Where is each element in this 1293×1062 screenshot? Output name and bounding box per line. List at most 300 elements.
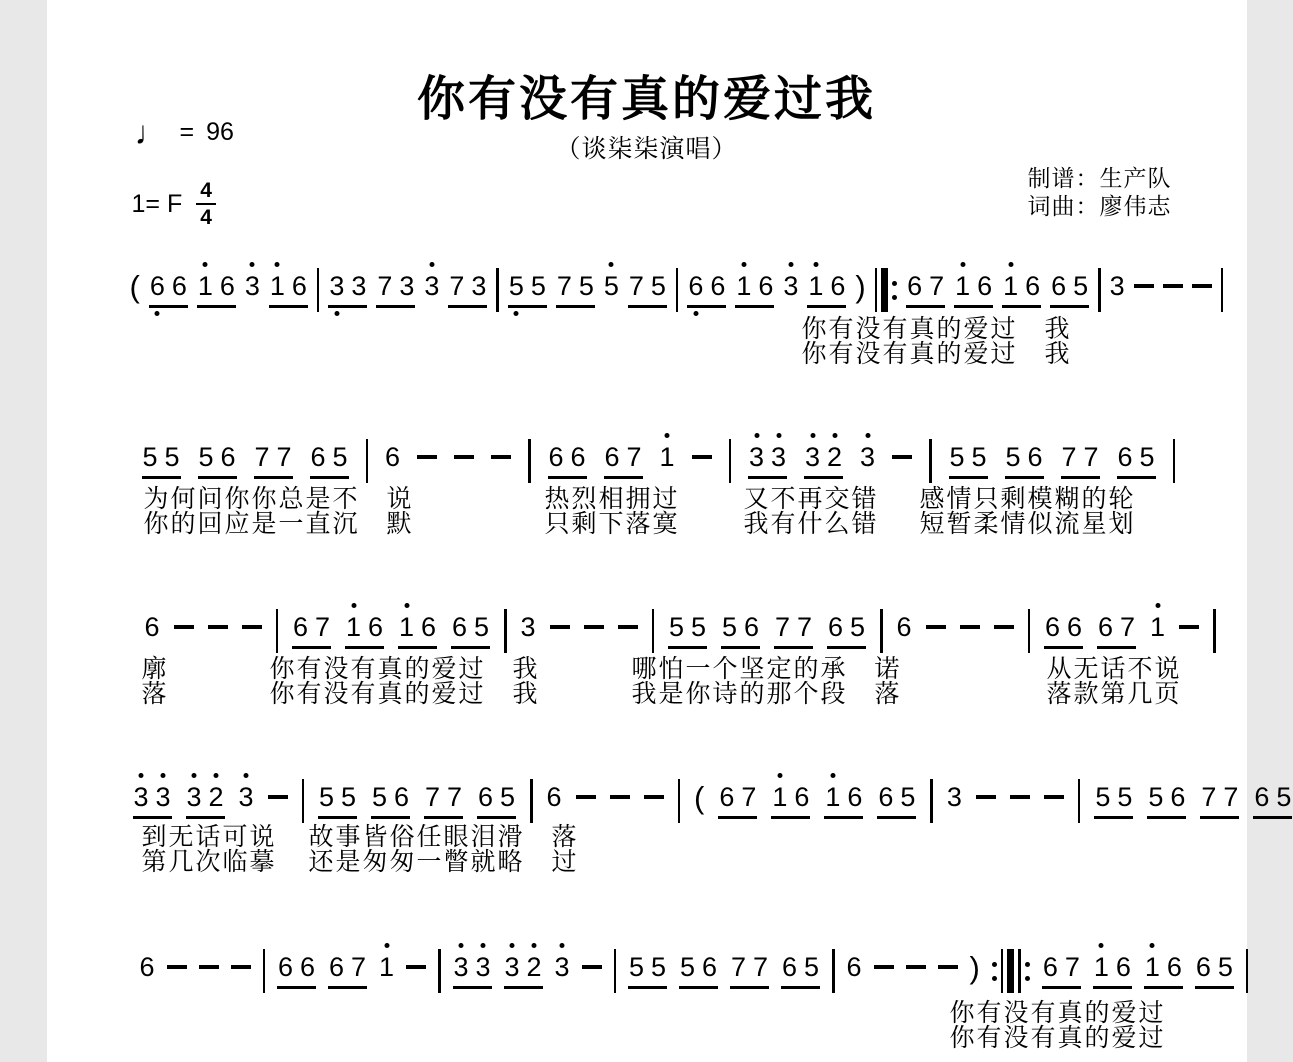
note: 6 xyxy=(1098,612,1114,642)
note: 7 xyxy=(731,952,747,982)
barline xyxy=(276,609,279,653)
octave-dot-high-icon xyxy=(777,773,782,778)
octave-dot-high-icon xyxy=(275,262,280,267)
barline xyxy=(496,268,499,312)
note: 6 xyxy=(846,952,862,982)
note: 7 xyxy=(626,442,642,472)
note: 5 xyxy=(722,612,738,642)
note: 6 xyxy=(139,952,155,982)
dash-extension xyxy=(926,625,946,629)
note: 3 xyxy=(471,271,487,301)
dash-extension xyxy=(199,965,219,969)
note-group xyxy=(504,953,543,989)
note: 5 xyxy=(669,612,685,642)
note-group xyxy=(1002,272,1041,308)
note: 2 xyxy=(827,443,842,471)
note: 5 xyxy=(629,952,645,982)
octave-dot-high-icon xyxy=(250,262,255,267)
note: 6 xyxy=(794,782,810,812)
dash-extension xyxy=(1010,795,1030,799)
note-group xyxy=(1117,443,1156,479)
note: 5 xyxy=(804,952,820,982)
note: 6 xyxy=(719,782,735,812)
note: 6 xyxy=(744,612,760,642)
octave-dot-low-icon xyxy=(334,311,339,316)
note: 7 xyxy=(1120,612,1136,642)
note-group xyxy=(398,613,437,649)
barline xyxy=(652,609,655,653)
note: 1 xyxy=(660,443,675,471)
credits xyxy=(1028,164,1172,220)
lyric-line: 落 xyxy=(141,680,169,708)
note: 7 xyxy=(628,271,644,301)
lyric-line: 你有没有真的爱过 我 xyxy=(269,680,540,708)
note: 1 xyxy=(1145,953,1160,981)
lyric-line: 你有没有真的爱过 xyxy=(949,1024,1166,1052)
note: 7 xyxy=(775,612,791,642)
dash-extension xyxy=(892,455,912,459)
note-group xyxy=(1061,443,1100,479)
lyric-line: 我有什么错 xyxy=(743,510,879,538)
note: 6 xyxy=(368,612,384,642)
note: 6 xyxy=(548,442,564,472)
note-group xyxy=(1093,953,1132,989)
barline xyxy=(880,609,883,653)
note: 7 xyxy=(377,271,393,301)
note: 6 xyxy=(1117,442,1133,472)
note: 7 xyxy=(556,271,572,301)
note: 6 xyxy=(710,271,726,301)
note: 6 xyxy=(293,612,309,642)
dash-extension xyxy=(242,625,262,629)
note: 3 xyxy=(156,783,171,811)
dash-extension xyxy=(174,625,194,629)
octave-dot-high-icon xyxy=(830,773,835,778)
open-paren: ( xyxy=(694,780,705,815)
note: 6 xyxy=(1027,442,1043,472)
performer-subtitle: （谈柒柒演唱） xyxy=(555,135,738,163)
barline xyxy=(366,439,369,483)
note-group xyxy=(949,443,988,479)
note: 6 xyxy=(291,271,307,301)
barline xyxy=(302,779,305,823)
note-group xyxy=(186,783,225,819)
note-group xyxy=(906,272,945,308)
note: 6 xyxy=(688,272,703,300)
note: 3 xyxy=(946,782,962,812)
note: 7 xyxy=(1061,442,1077,472)
note-group xyxy=(508,272,547,308)
note: 3 xyxy=(749,443,764,471)
octave-dot-high-icon xyxy=(832,433,837,438)
dash-extension xyxy=(576,795,596,799)
note-group xyxy=(448,272,487,308)
note: 6 xyxy=(1195,952,1211,982)
barline xyxy=(1098,268,1101,312)
note-group xyxy=(1044,613,1083,649)
barline xyxy=(729,439,732,483)
note: 6 xyxy=(394,782,410,812)
note: 5 xyxy=(971,442,987,472)
barline xyxy=(528,439,531,483)
octave-dot-high-icon xyxy=(813,262,818,267)
credit-arranger: 制谱：生产队 xyxy=(1027,165,1172,191)
note: 5 xyxy=(474,612,490,642)
dash-extension xyxy=(454,455,474,459)
note-group xyxy=(1005,443,1044,479)
note: 6 xyxy=(828,612,844,642)
octave-dot-high-icon xyxy=(510,943,515,948)
dash-extension xyxy=(618,625,638,629)
note: 5 xyxy=(1005,442,1021,472)
note: 6 xyxy=(278,952,294,982)
note-group xyxy=(1200,783,1239,819)
note: 6 xyxy=(907,271,923,301)
dash-extension xyxy=(906,965,926,969)
octave-dot-high-icon xyxy=(203,262,208,267)
octave-dot-high-icon xyxy=(776,433,781,438)
note: 5 xyxy=(949,442,965,472)
note: 7 xyxy=(449,271,465,301)
note: 6 xyxy=(830,271,846,301)
barline xyxy=(317,268,320,312)
octave-dot-low-icon xyxy=(514,311,519,316)
octave-dot-high-icon xyxy=(560,943,565,948)
repeat-begin-sign xyxy=(875,268,898,312)
note-group xyxy=(628,953,667,989)
octave-dot-low-icon xyxy=(693,311,698,316)
octave-dot-high-icon xyxy=(351,603,356,608)
note: 1 xyxy=(808,272,823,300)
note: 6 xyxy=(310,442,326,472)
note-group xyxy=(748,443,787,479)
note: 7 xyxy=(447,782,463,812)
note-group xyxy=(1097,613,1136,649)
note: 5 xyxy=(1095,782,1111,812)
note: 1 xyxy=(825,783,840,811)
note-group xyxy=(269,272,308,308)
lyric-line: 你有没有真的爱过 我 xyxy=(801,315,1072,343)
lyric-line: 热烈相拥过 xyxy=(544,485,680,513)
time-signature xyxy=(196,180,216,228)
note-group xyxy=(774,613,813,649)
tempo-marking xyxy=(134,114,234,151)
note: 6 xyxy=(570,442,586,472)
dash-extension xyxy=(1044,795,1064,799)
note-group xyxy=(827,613,866,649)
note-group xyxy=(604,443,643,479)
lyric-line: 又不再交错 xyxy=(743,485,879,513)
sheet-music-page xyxy=(47,0,1292,1062)
barline xyxy=(438,949,441,993)
music-system-4 xyxy=(133,780,1293,823)
note-group xyxy=(292,613,331,649)
note-group xyxy=(735,272,774,308)
octave-dot-high-icon xyxy=(741,262,746,267)
note: 3 xyxy=(505,953,520,981)
note: 6 xyxy=(219,271,235,301)
note-group xyxy=(668,613,707,649)
octave-dot-high-icon xyxy=(1008,262,1013,267)
note: 5 xyxy=(578,271,594,301)
note: 6 xyxy=(1045,612,1061,642)
note-group xyxy=(371,783,410,819)
lyric-line: 故事皆俗任眼泪滑 落 xyxy=(308,823,579,851)
note: 6 xyxy=(758,271,774,301)
note: 1 xyxy=(772,783,787,811)
time-signature-denominator: 4 xyxy=(200,206,212,229)
note: 6 xyxy=(847,782,863,812)
lyric-line: 还是匆匆一瞥就略 过 xyxy=(308,848,579,876)
dash-extension xyxy=(874,965,894,969)
note: 6 xyxy=(546,782,562,812)
dash-extension xyxy=(208,625,228,629)
note-group xyxy=(1042,953,1081,989)
note: 3 xyxy=(245,272,260,300)
note-group xyxy=(424,783,463,819)
note-group xyxy=(1195,953,1234,989)
tempo-bpm: 96 xyxy=(206,118,234,146)
note: 3 xyxy=(520,612,536,642)
note-group xyxy=(451,613,490,649)
note-group xyxy=(133,783,172,819)
octave-dot-high-icon xyxy=(161,773,166,778)
dash-extension xyxy=(491,455,511,459)
barline xyxy=(1246,949,1249,993)
note: 7 xyxy=(797,612,813,642)
note: 6 xyxy=(1254,782,1270,812)
note-group xyxy=(142,443,181,479)
note-group xyxy=(277,953,316,989)
lyric-line: 短暂柔情似流星划 xyxy=(919,510,1136,538)
barline xyxy=(930,779,933,823)
note: 5 xyxy=(1117,782,1133,812)
note: 1 xyxy=(955,272,970,300)
dash-extension xyxy=(417,455,437,459)
lyric-line: 我是你诗的那个段 落 xyxy=(631,680,902,708)
note: 3 xyxy=(351,271,367,301)
note: 7 xyxy=(315,612,331,642)
lyric-line: 只剩下落寞 xyxy=(544,510,680,538)
note: 6 xyxy=(144,612,160,642)
note: 5 xyxy=(1217,952,1233,982)
music-system-3 xyxy=(145,613,1216,653)
octave-dot-high-icon xyxy=(459,943,464,948)
note: 5 xyxy=(691,612,707,642)
octave-dot-high-icon xyxy=(404,603,409,608)
note-group xyxy=(781,953,820,989)
note: 1 xyxy=(379,953,394,981)
note: 2 xyxy=(527,953,542,981)
note-group xyxy=(254,443,293,479)
note-group xyxy=(149,272,188,308)
octave-dot-high-icon xyxy=(532,943,537,948)
note: 5 xyxy=(1276,782,1292,812)
note-group xyxy=(1253,783,1292,819)
dash-extension xyxy=(976,795,996,799)
note-group xyxy=(1147,783,1186,819)
note-group xyxy=(954,272,993,308)
note: 6 xyxy=(452,612,468,642)
note: 5 xyxy=(530,271,546,301)
note-group xyxy=(718,783,757,819)
barline xyxy=(1221,268,1224,312)
note-group xyxy=(771,783,810,819)
note: 6 xyxy=(385,442,401,472)
note: 6 xyxy=(977,271,993,301)
octave-dot-high-icon xyxy=(192,773,197,778)
note-group xyxy=(548,443,587,479)
dash-extension xyxy=(582,965,602,969)
note: 2 xyxy=(209,783,224,811)
dash-extension xyxy=(231,965,251,969)
octave-dot-high-icon xyxy=(429,262,434,267)
note: 5 xyxy=(142,442,158,472)
repeat-dots-icon xyxy=(992,962,997,981)
note-group xyxy=(198,443,237,479)
octave-dot-high-icon xyxy=(214,773,219,778)
dash-extension xyxy=(550,625,570,629)
note: 3 xyxy=(424,272,439,300)
note: 6 xyxy=(329,952,345,982)
note: 7 xyxy=(276,442,292,472)
note: 5 xyxy=(500,782,516,812)
note: 6 xyxy=(1170,782,1186,812)
dash-extension xyxy=(167,965,187,969)
close-paren: ) xyxy=(855,269,866,304)
quarter-note-icon: ♩ xyxy=(134,114,168,151)
note: 5 xyxy=(341,782,357,812)
note: 3 xyxy=(134,783,149,811)
note: 6 xyxy=(1051,271,1067,301)
barline xyxy=(1078,779,1081,823)
note-group xyxy=(477,783,516,819)
note: 3 xyxy=(454,953,469,981)
note: 6 xyxy=(702,952,718,982)
note-group xyxy=(628,272,667,308)
note: 6 xyxy=(171,271,187,301)
dash-extension xyxy=(938,965,958,969)
note-group xyxy=(328,953,367,989)
lyric-line: 感情只剩模糊的轮 xyxy=(919,485,1136,513)
repeat-dots-icon xyxy=(892,281,897,300)
note-group xyxy=(453,953,492,989)
lyric-line: 第几次临摹 xyxy=(141,848,277,876)
key-signature xyxy=(132,180,216,228)
note: 1 xyxy=(270,272,285,300)
lyric-line: 哪怕一个坚定的承 诺 xyxy=(631,655,902,683)
note: 3 xyxy=(1109,271,1125,301)
note-group xyxy=(1050,272,1089,308)
barline xyxy=(263,949,266,993)
repeat-dots-icon xyxy=(1025,962,1030,981)
note-group xyxy=(328,272,367,308)
note-group xyxy=(877,783,916,819)
note: 5 xyxy=(604,272,619,300)
note: 6 xyxy=(1166,952,1182,982)
note: 7 xyxy=(1223,782,1239,812)
music-system-1 xyxy=(129,269,1224,312)
dash-extension xyxy=(692,455,712,459)
note: 6 xyxy=(878,782,894,812)
note: 5 xyxy=(319,782,335,812)
note: 5 xyxy=(900,782,916,812)
note-group xyxy=(679,953,718,989)
note: 7 xyxy=(1064,952,1080,982)
tempo-equals: = xyxy=(179,118,195,146)
note-group xyxy=(556,272,595,308)
note: 1 xyxy=(1094,953,1109,981)
note-group xyxy=(197,272,236,308)
note: 6 xyxy=(220,442,236,472)
note-group xyxy=(804,443,843,479)
close-paren: ) xyxy=(969,950,980,985)
dash-extension xyxy=(1179,625,1199,629)
lyric-line: 廓 xyxy=(141,655,169,683)
music-system-5 xyxy=(139,950,1249,993)
octave-dot-high-icon xyxy=(788,262,793,267)
note: 7 xyxy=(1083,442,1099,472)
note: 6 xyxy=(1025,271,1041,301)
octave-dot-high-icon xyxy=(865,433,870,438)
note-group xyxy=(318,783,357,819)
lyric-line: 落款第几页 xyxy=(1046,680,1182,708)
time-signature-numerator: 4 xyxy=(196,180,216,205)
note: 3 xyxy=(329,272,344,300)
dash-extension xyxy=(584,625,604,629)
note-group xyxy=(1144,953,1183,989)
barline xyxy=(676,268,679,312)
credit-lyricist: 词曲：廖伟志 xyxy=(1027,193,1172,219)
page-title: 你有没有真的爱过我 xyxy=(416,73,876,126)
dash-extension xyxy=(610,795,630,799)
octave-dot-high-icon xyxy=(810,433,815,438)
note-group xyxy=(824,783,863,819)
lyric-line: 为何问你你总是不 说 xyxy=(143,485,414,513)
dash-extension xyxy=(644,795,664,799)
dash-extension xyxy=(1192,284,1212,288)
note-group xyxy=(721,613,760,649)
note: 6 xyxy=(478,782,494,812)
dash-extension xyxy=(406,965,426,969)
note-group xyxy=(730,953,769,989)
note: 5 xyxy=(1139,442,1155,472)
note: 7 xyxy=(254,442,270,472)
dash-extension xyxy=(1163,284,1183,288)
octave-dot-high-icon xyxy=(754,433,759,438)
octave-dot-high-icon xyxy=(384,943,389,948)
barline xyxy=(678,779,681,823)
repeat-end-begin-sign xyxy=(992,949,1030,993)
note: 3 xyxy=(860,443,875,471)
note-group xyxy=(376,272,415,308)
barline xyxy=(504,609,507,653)
note: 7 xyxy=(929,271,945,301)
note-group xyxy=(807,272,846,308)
dash-extension xyxy=(994,625,1014,629)
note-group xyxy=(687,272,726,308)
barline xyxy=(929,439,932,483)
note: 3 xyxy=(805,443,820,471)
note: 1 xyxy=(198,272,213,300)
note-group xyxy=(1094,783,1133,819)
note: 6 xyxy=(896,612,912,642)
note: 1 xyxy=(736,272,751,300)
note: 7 xyxy=(351,952,367,982)
key-label: 1= F xyxy=(131,189,183,218)
lyric-line: 你有没有真的爱过 我 xyxy=(801,340,1072,368)
octave-dot-high-icon xyxy=(665,433,670,438)
